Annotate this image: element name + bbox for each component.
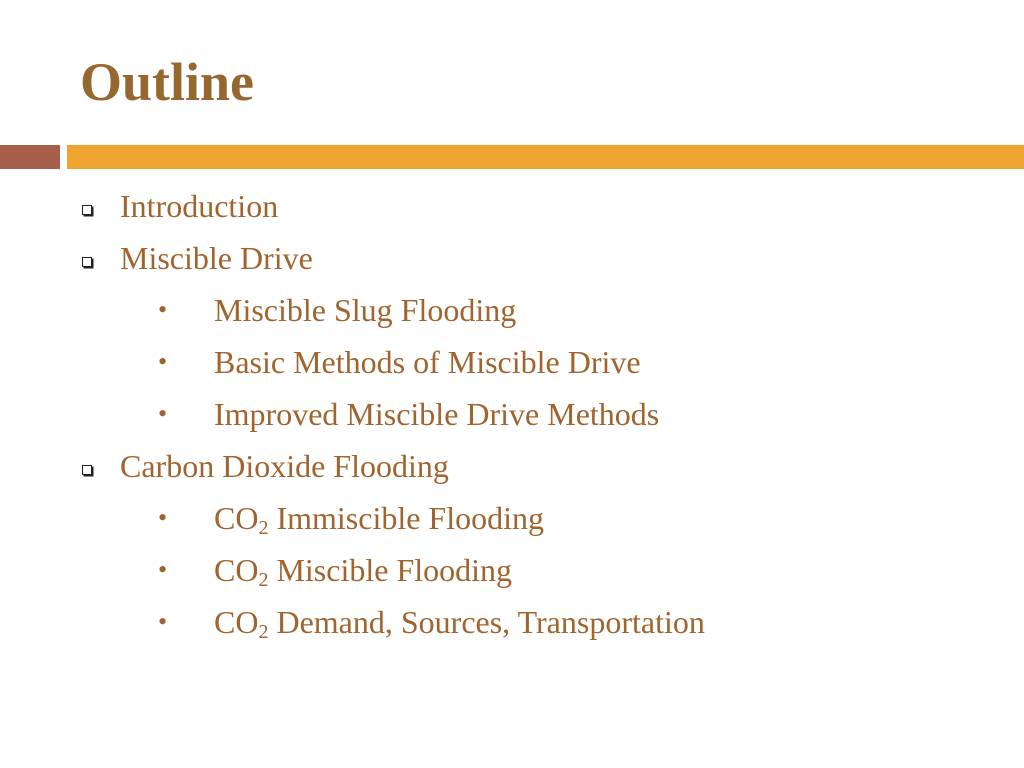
co2-subscript: 2 [258,621,269,643]
co2-subscript: 2 [258,569,269,591]
square-bullet-icon [82,257,92,267]
slide-title: Outline [80,52,255,112]
outline-item-label: Carbon Dioxide Flooding [120,448,449,484]
dot-bullet-icon: • [158,399,168,428]
co2-subscript: 2 [258,517,269,539]
outline-subitem-label [214,544,512,596]
outline-subitem-co2-demand [0,596,1024,648]
dot-bullet-icon: • [158,347,168,376]
outline-subitem-co2-immiscible [0,492,1024,544]
dot-bullet-icon: • [158,295,168,324]
outline-subitem-label [214,596,705,648]
co2-suffix: Immiscible Flooding [268,500,544,536]
outline-subitem-basic-methods [0,336,1024,388]
co2-prefix: CO [214,604,259,640]
title-divider-left [0,145,60,169]
outline-item-label: Introduction [120,188,279,224]
outline-list [0,180,1024,648]
square-bullet-icon [82,205,92,215]
co2-prefix: CO [214,500,259,536]
co2-suffix: Demand, Sources, Transportation [268,604,705,640]
outline-item-introduction [0,180,1024,232]
outline-subitem-co2-miscible [0,544,1024,596]
outline-item-carbon-dioxide-flooding [0,440,1024,492]
outline-subitem-improved-methods [0,388,1024,440]
outline-subitem-label: Basic Methods of Miscible Drive [214,344,641,380]
outline-subitem-label: Miscible Slug Flooding [214,292,517,328]
outline-item-label: Miscible Drive [120,240,313,276]
outline-subitem-miscible-slug-flooding [0,284,1024,336]
co2-prefix: CO [214,552,259,588]
co2-suffix: Miscible Flooding [268,552,513,588]
title-divider-right [67,145,1024,169]
square-bullet-icon [82,465,92,475]
dot-bullet-icon: • [158,503,168,532]
outline-subitem-label [214,492,544,544]
dot-bullet-icon: • [158,607,168,636]
outline-item-miscible-drive [0,232,1024,284]
outline-subitem-label: Improved Miscible Drive Methods [214,396,660,432]
dot-bullet-icon: • [158,555,168,584]
